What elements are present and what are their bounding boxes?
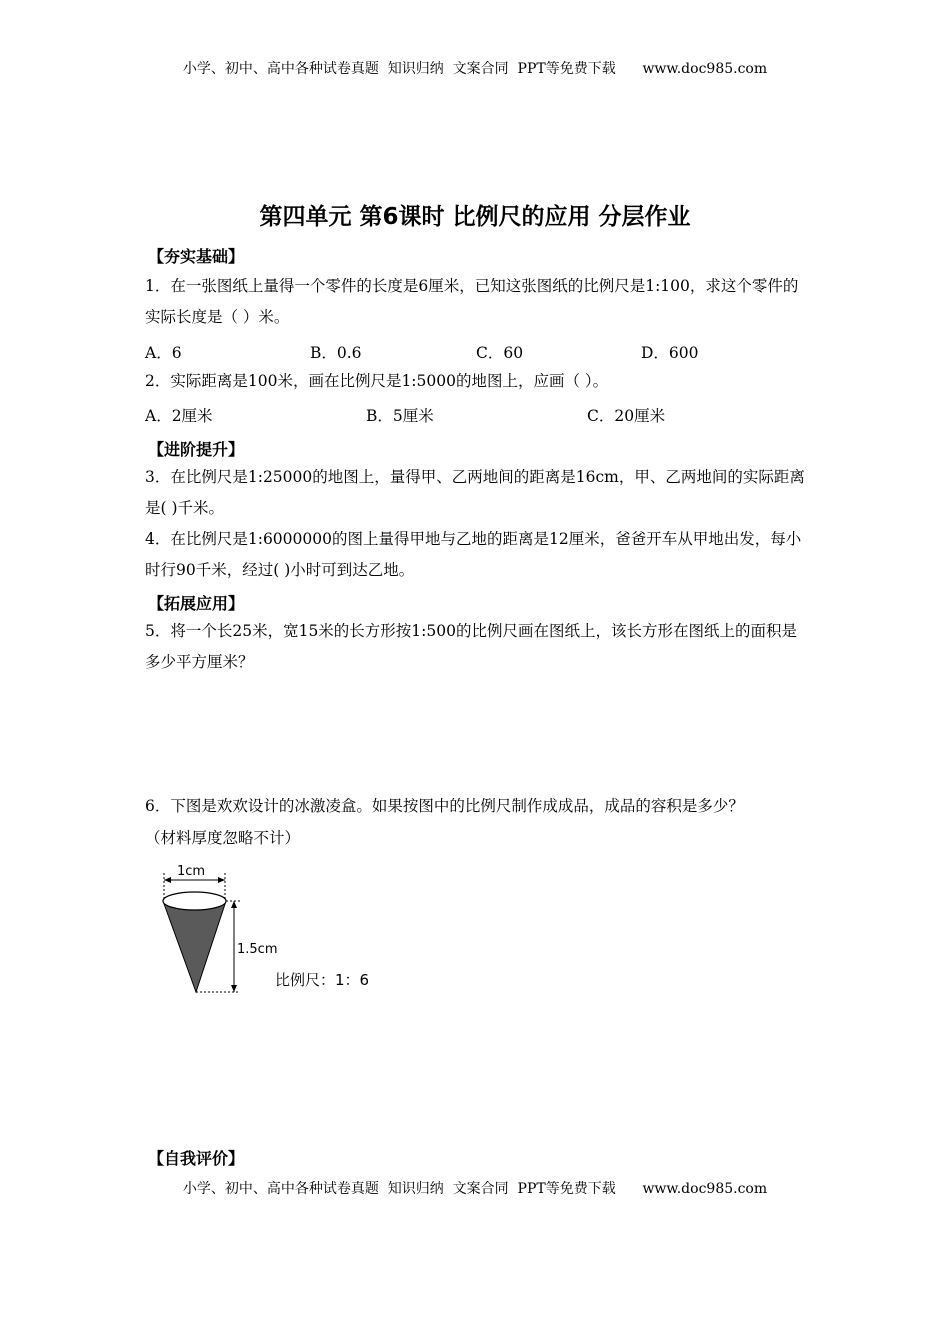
- q2-option-b: B．5厘米: [366, 407, 434, 425]
- height-label: 1.5cm: [237, 942, 278, 957]
- diameter-arrow-right: [218, 877, 225, 883]
- q1-option-d: D．600: [641, 344, 699, 362]
- q2-option-c: C．20厘米: [587, 407, 666, 425]
- diameter-label: 1cm: [177, 864, 206, 879]
- section-self-evaluation: 【自我评价】: [148, 1149, 245, 1168]
- question-6-note: （材料厚度忽略不计）: [145, 829, 301, 847]
- q1-option-a: A．6: [145, 344, 182, 362]
- question-6: 6．下图是欢欢设计的冰激凌盒。如果按图中的比例尺制作成成品，成品的容积是多少？: [145, 797, 744, 815]
- diameter-arrow-left: [164, 877, 171, 883]
- page-title: 第四单元 第6课时 比例尺的应用 分层作业: [259, 204, 691, 230]
- question-5: 5．将一个长25米，宽15米的长方形按1:500的比例尺画在图纸上，该长方形在图纸上的面积是多少平方厘米？: [145, 622, 797, 671]
- height-arrow-bottom: [231, 985, 237, 992]
- section-basic: 【夯实基础】: [148, 247, 245, 266]
- question-3: 3．在比例尺是1:25000的地图上，量得甲、乙两地间的距离是16cm，甲、乙两地间的实际距离是( )千米。: [145, 468, 805, 517]
- cone-body: [163, 901, 226, 992]
- ice-cream-cone-figure: [150, 855, 390, 1000]
- page-footer: 小学、初中、高中各种试卷真题 知识归纳 文案合同 PPT等免费下载 www.doc985.com: [182, 1181, 768, 1197]
- cone-top-ellipse: [163, 892, 226, 910]
- q1-option-c: C．60: [476, 344, 524, 362]
- page-header: 小学、初中、高中各种试卷真题 知识归纳 文案合同 PPT等免费下载 www.doc985.com: [182, 61, 768, 77]
- q2-option-a: A．2厘米: [145, 407, 213, 425]
- scale-label: 比例尺：1：6: [275, 971, 370, 989]
- height-arrow-top: [231, 901, 237, 908]
- question-1: 1．在一张图纸上量得一个零件的长度是6厘米，已知这张图纸的比例尺是1:100，求这个零件的实际长度是（ ）米。: [145, 277, 799, 326]
- question-4: 4．在比例尺是1:6000000的图上量得甲地与乙地的距离是12厘米，爸爸开车从甲地出发，每小时行90千米，经过( )小时可到达乙地。: [145, 530, 802, 579]
- question-2: 2．实际距离是100米，画在比例尺是1:5000的地图上，应画（ ）。: [145, 372, 609, 390]
- section-advanced: 【进阶提升】: [148, 440, 245, 459]
- section-extension: 【拓展应用】: [148, 594, 245, 613]
- q1-option-b: B．0.6: [310, 344, 362, 362]
